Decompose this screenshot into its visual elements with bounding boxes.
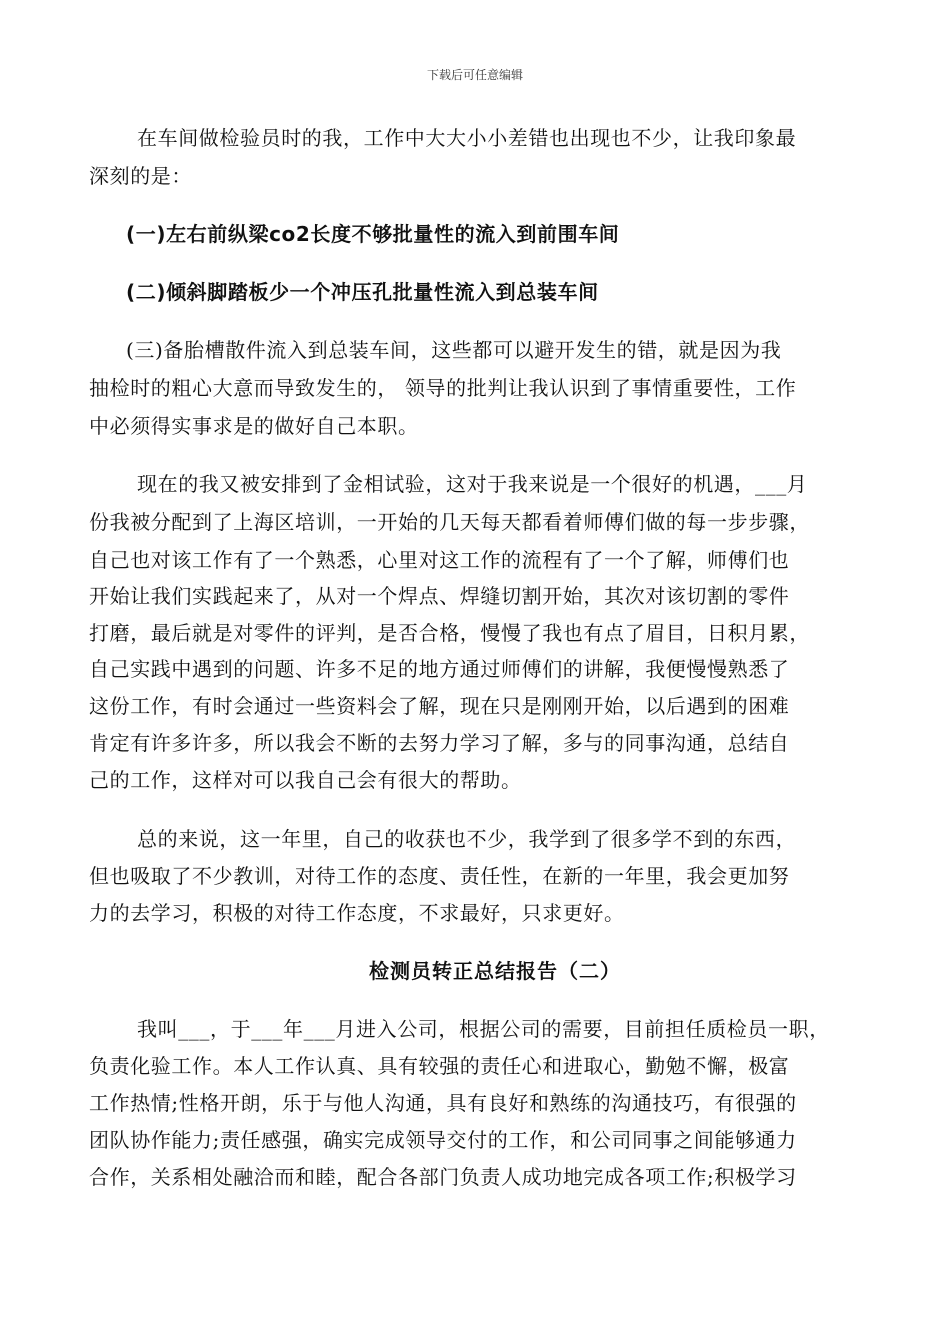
paragraph-line: 肯定有许多许多，所以我会不断的去努力学习了解，多与的同事沟通，总结自 xyxy=(89,731,790,755)
paragraph-line: 但也吸取了不少教训，对待工作的态度、责任性，在新的一年里，我会更加努 xyxy=(89,864,790,888)
paragraph-line: 深刻的是： xyxy=(89,164,192,188)
list-item-1: (一)左右前纵梁co2长度不够批量性的流入到前围车间 xyxy=(126,222,620,246)
paragraph-line: 合作，关系相处融洽而和睦，配合各部门负责人成功地完成各项工作;积极学习 xyxy=(89,1165,797,1189)
paragraph-line: 己的工作，这样对可以我自己会有很大的帮助。 xyxy=(89,768,522,792)
paragraph-line: 现在的我又被安排到了金相试验，这对于我来说是一个很好的机遇，___月 xyxy=(137,472,808,496)
paragraph-line: 负责化验工作。本人工作认真、具有较强的责任心和进取心，勤勉不懈，极富 xyxy=(89,1054,790,1078)
paragraph-line: 工作热情;性格开朗，乐于与他人沟通，具有良好和熟练的沟通技巧，有很强的 xyxy=(89,1091,797,1115)
paragraph-line: 抽检时的粗心大意而导致发生的， 领导的批判让我认识到了事情重要性，工作 xyxy=(89,376,797,400)
paragraph-line: 打磨，最后就是对零件的评判，是否合格，慢慢了我也有点了眉目，日积月累， xyxy=(89,621,810,645)
paragraph-line: 总的来说，这一年里，自己的收获也不少，我学到了很多学不到的东西， xyxy=(137,827,797,851)
paragraph-line: 中必须得实事求是的做好自己本职。 xyxy=(89,414,419,438)
paragraph-line: 自己实践中遇到的问题、许多不足的地方通过师傅们的讲解，我便慢慢熟悉了 xyxy=(89,657,790,681)
list-item-2: (二)倾斜脚踏板少一个冲压孔批量性流入到总装车间 xyxy=(126,280,599,304)
paragraph-line: 在车间做检验员时的我，工作中大大小小差错也出现也不少，让我印象最 xyxy=(137,126,797,150)
paragraph-line: 力的去学习，积极的对待工作态度，不求最好，只求更好。 xyxy=(89,901,625,925)
section-title: 检测员转正总结报告（二） xyxy=(369,959,621,983)
paragraph-line: 团队协作能力;责任感强，确实完成领导交付的工作，和公司同事之间能够通力 xyxy=(89,1128,797,1152)
paragraph-line: (三)备胎槽散件流入到总装车间，这些都可以避开发生的错，就是因为我 xyxy=(126,338,782,362)
paragraph-line: 这份工作，有时会通过一些资料会了解，现在只是刚刚开始，以后遇到的困难 xyxy=(89,694,790,718)
paragraph-line: 份我被分配到了上海区培训，一开始的几天每天都看着师傅们做的每一步步骤， xyxy=(89,510,810,534)
page-header-note: 下载后可任意编辑 xyxy=(426,68,523,82)
paragraph-line: 开始让我们实践起来了，从对一个焊点、焊缝切割开始，其次对该切割的零件 xyxy=(89,584,790,608)
paragraph-line: 我叫___，于___年___月进入公司，根据公司的需要，目前担任质检员一职， xyxy=(137,1017,830,1041)
paragraph-line: 自己也对该工作有了一个熟悉，心里对这工作的流程有了一个了解，师傅们也 xyxy=(89,548,790,572)
